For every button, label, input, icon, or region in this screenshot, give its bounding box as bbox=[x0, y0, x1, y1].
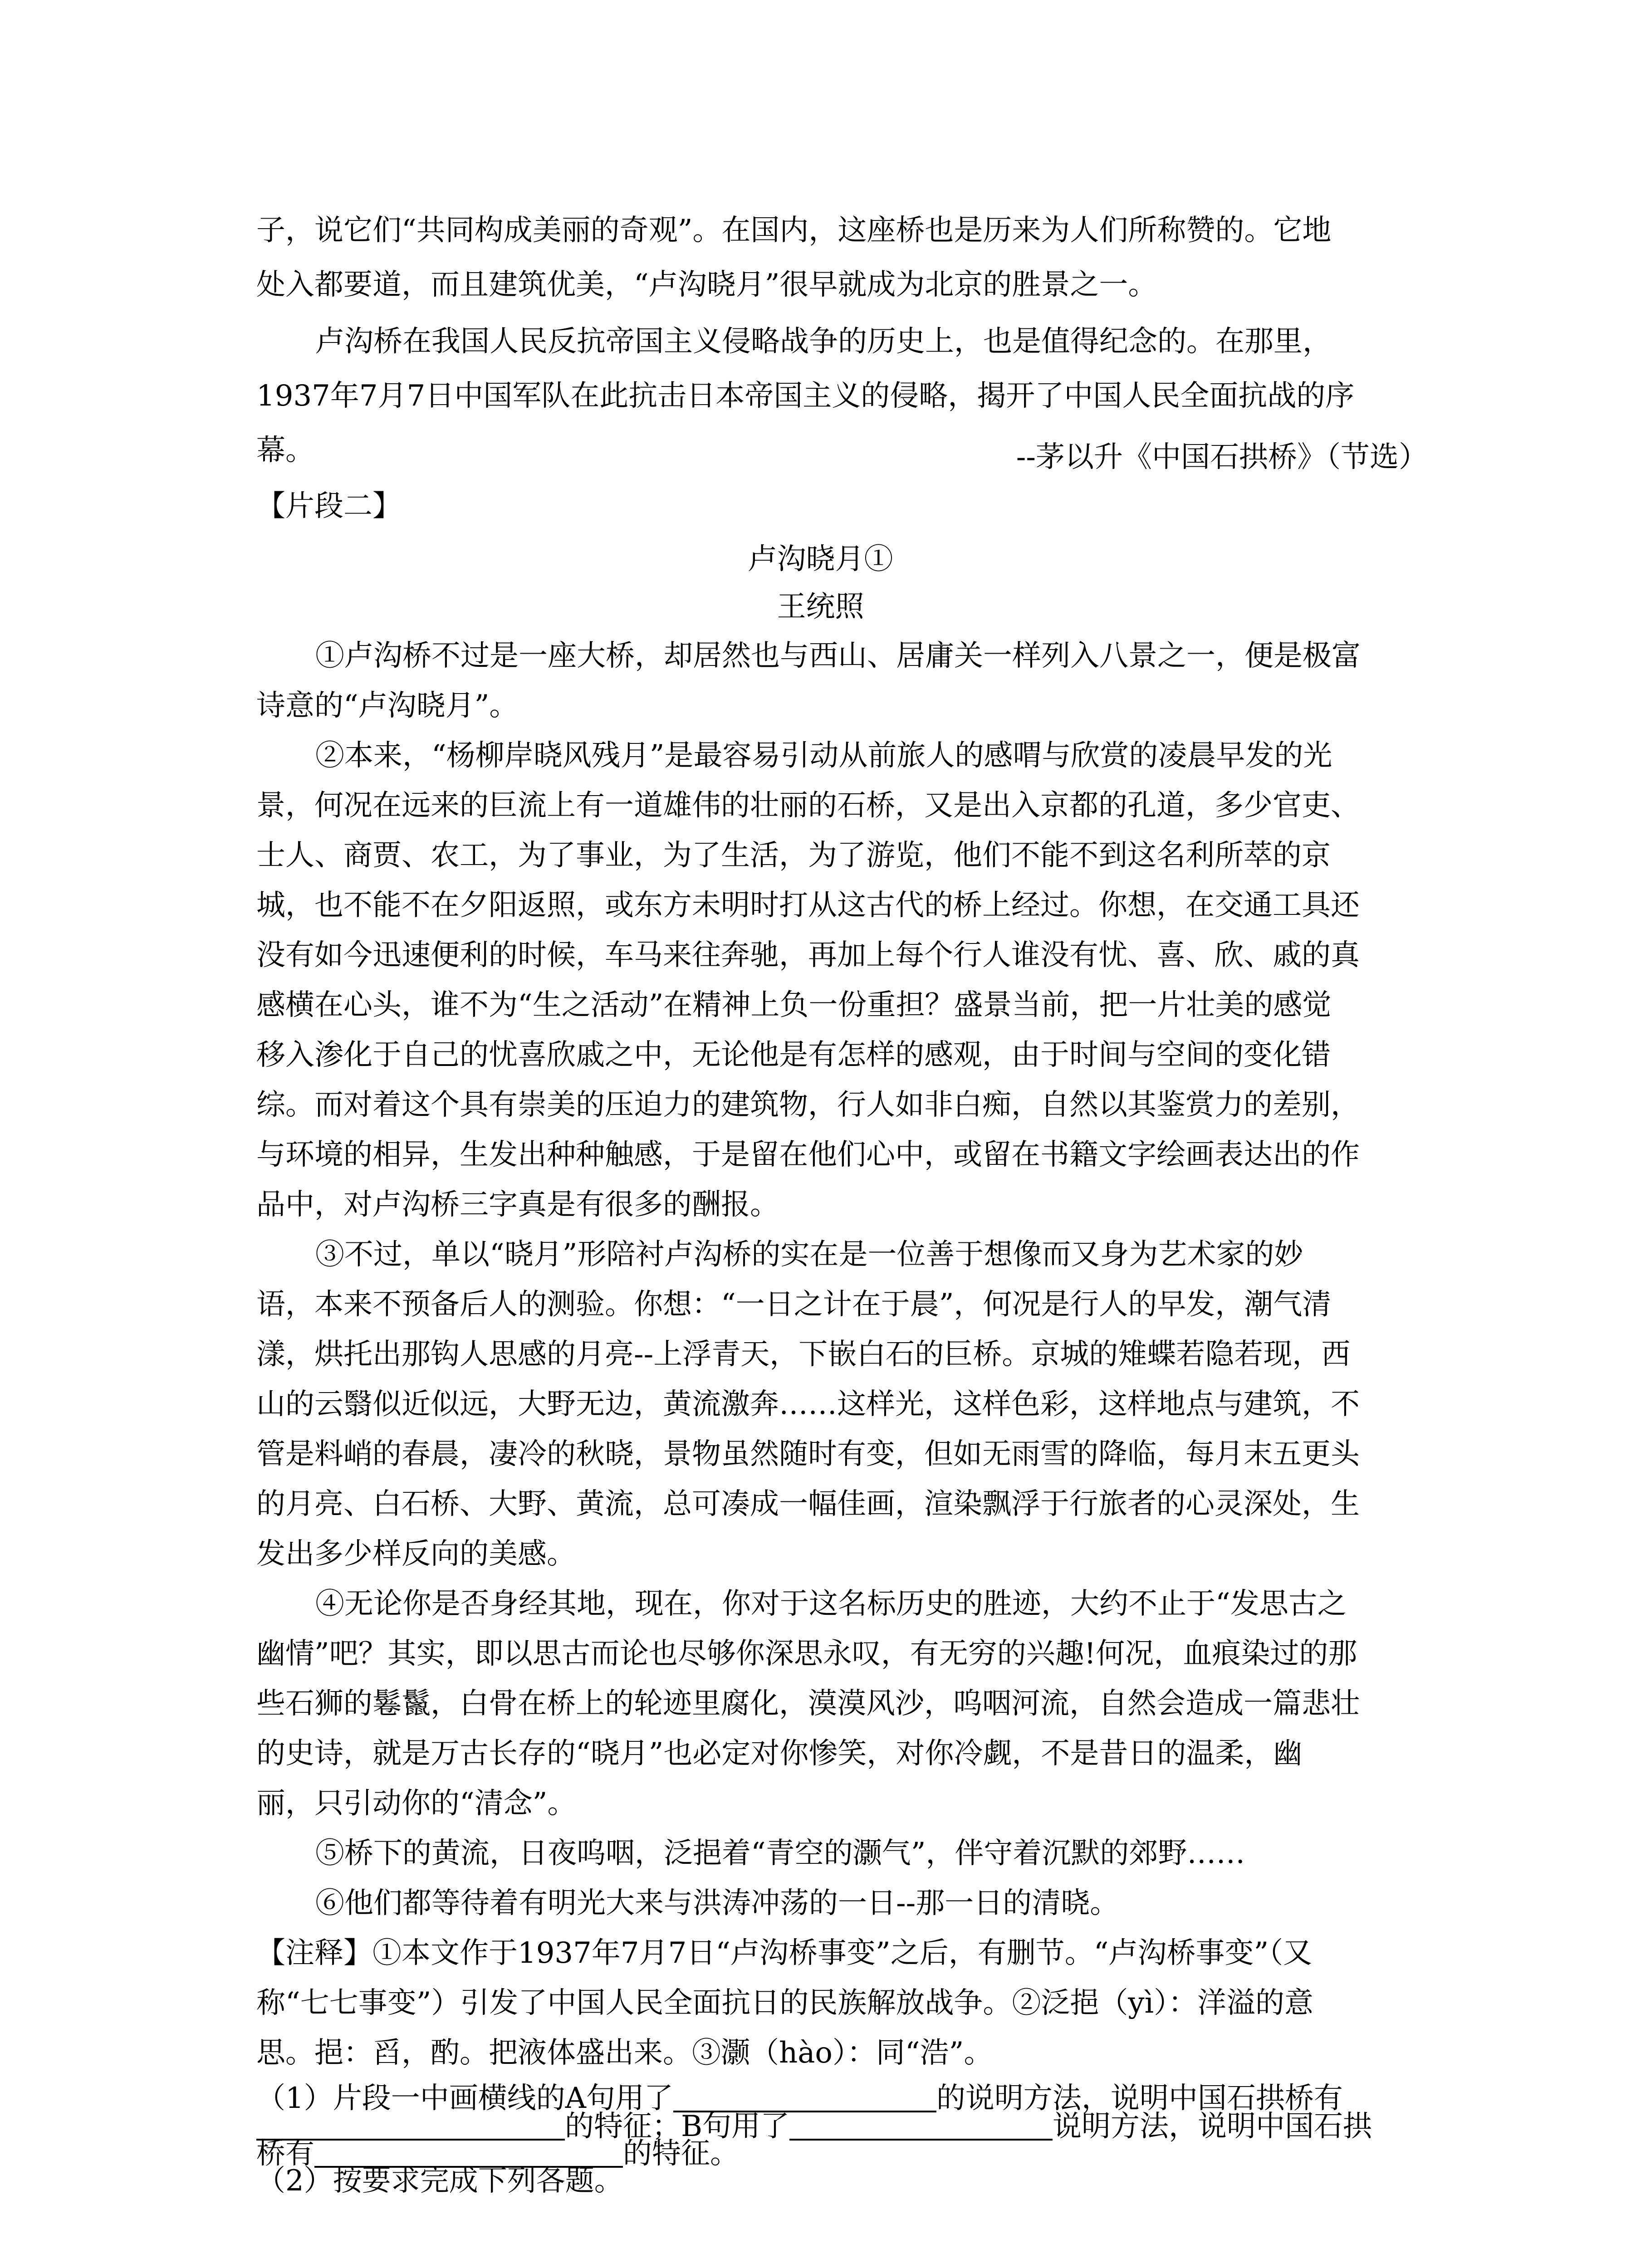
essay-line: 些石狮的鬈鬣，白骨在桥上的轮迹里腐化，漠漠风沙，呜咽河流，自然会造成一篇悲壮 bbox=[256, 1687, 1360, 1721]
question-1-text-f: 的特征。 bbox=[623, 2137, 739, 2170]
fragment1-line-5: 幕。 bbox=[256, 434, 314, 467]
essay-line: 丽，只引动你的“清念”。 bbox=[256, 1787, 577, 1820]
essay-line: 城，也不能不在夕阳返照，或东方未明时打从这古代的桥上经过。你想，在交通工具还 bbox=[256, 889, 1360, 922]
essay-line: 景，何况在远来的巨流上有一道雄伟的壮丽的石桥，又是出入京都的孔道，多少官吏、 bbox=[256, 789, 1360, 822]
essay-line: 没有如今迅速便利的时候，车马来往奔驰，再加上每个行人谁没有忧、喜、欣、戚的真 bbox=[256, 938, 1360, 972]
question-1-text-c: 的特征；B句用了 bbox=[565, 2110, 790, 2143]
essay-line: 的月亮、白石桥、大野、黄流，总可凑成一幅佳画，渲染飘浮于行旅者的心灵深处，生 bbox=[256, 1487, 1360, 1521]
essay-line: 语，本来不预备后人的测验。你想：“一日之计在于晨”，何况是行人的早发，潮气清 bbox=[256, 1288, 1332, 1321]
essay-title: 卢沟晓月① bbox=[748, 543, 893, 576]
essay-line: 漾，烘托出那钩人思感的月亮--上浮青天，下嵌白石的巨桥。京城的雉蝶若隐若现，西 bbox=[256, 1338, 1351, 1371]
question-1-text-b: 的说明方法，说明中国石拱桥有 bbox=[936, 2082, 1343, 2115]
essay-line: 幽情”吧？其实，即以思古而论也尽够你深思永叹，有无穷的兴趣!何况，血痕染过的那 bbox=[256, 1637, 1357, 1671]
answer-blank-method-b[interactable] bbox=[789, 2107, 1053, 2141]
essay-line: 移入渗化于自己的忧喜欣戚之中，无论他是有怎样的感观，由于时间与空间的变化错 bbox=[256, 1038, 1331, 1072]
essay-line: ①卢沟桥不过是一座大桥，却居然也与西山、居庸关一样列入八景之一，便是极富 bbox=[315, 639, 1361, 673]
essay-line: 综。而对着这个具有崇美的压迫力的建筑物，行人如非白痴，自然以其鉴赏力的差别， bbox=[256, 1088, 1360, 1122]
essay-line: 与环境的相异，生发出种种触感，于是留在他们心中，或留在书籍文字绘画表达出的作 bbox=[256, 1138, 1360, 1172]
question-2: （2）按要求完成下列各题。 bbox=[256, 2164, 623, 2198]
question-1-text-a: （1）片段一中画横线的A句用了 bbox=[256, 2082, 673, 2115]
essay-line: 诗意的“卢沟晓月”。 bbox=[256, 689, 519, 723]
essay-line: ⑤桥下的黄流，日夜呜咽，泛挹着“青空的灏气”，伴守着沉默的郊野…… bbox=[315, 1837, 1245, 1870]
fragment2-label: 【片段二】 bbox=[256, 489, 402, 523]
question-1-text-e: 桥有 bbox=[256, 2137, 314, 2170]
essay-line: 发出多少样反向的美感。 bbox=[256, 1537, 576, 1571]
notes-line: 思。挹：舀，酌。把液体盛出来。③灏（hào）：同“浩”。 bbox=[256, 2036, 993, 2070]
essay-line: 山的云翳似近似远，大野无边，黄流激奔……这样光，这样色彩，这样地点与建筑，不 bbox=[256, 1388, 1360, 1421]
essay-line: ⑥他们都等待着有明光大来与洪涛冲荡的一日--那一日的清晓。 bbox=[315, 1887, 1119, 1920]
notes-line: 称“七七事变”）引发了中国人民全面抗日的民族解放战争。②泛挹（yì）：洋溢的意 bbox=[256, 1986, 1314, 2020]
fragment1-line-2: 处入都要道，而且建筑优美，“卢沟晓月”很早就成为北京的胜景之一。 bbox=[256, 268, 1157, 302]
essay-line: 士人、商贾、农工，为了事业，为了生活，为了游览，他们不能不到这名利所萃的京 bbox=[256, 839, 1331, 872]
essay-line: 管是料峭的春晨，凄冷的秋晓，景物虽然随时有变，但如无雨雪的降临，每月末五更头 bbox=[256, 1437, 1360, 1471]
fragment1-attribution: --茅以升《中国石拱桥》（节选） bbox=[1016, 440, 1428, 474]
essay-line: ④无论你是否身经其地，现在，你对于这名标历史的胜迹，大约不止于“发思古之 bbox=[315, 1587, 1347, 1621]
essay-line: 品中，对卢沟桥三字真是有很多的酬报。 bbox=[256, 1188, 779, 1222]
question-1-text-d: 说明方法，说明中国石拱 bbox=[1053, 2110, 1372, 2143]
essay-line: ②本来，“杨柳岸晓风残月”是最容易引动从前旅人的感喟与欣赏的凌晨早发的光 bbox=[315, 739, 1332, 772]
essay-line: 的史诗，就是万古长存的“晓月”也必定对你惨笑，对你冷觑，不是昔日的温柔，幽 bbox=[256, 1737, 1303, 1770]
essay-author: 王统照 bbox=[777, 590, 864, 624]
fragment1-line-3: 卢沟桥在我国人民反抗帝国主义侵略战争的历史上，也是值得纪念的。在那里， bbox=[315, 325, 1332, 358]
fragment1-line-1: 子，说它们“共同构成美丽的奇观”。在国内，这座桥也是历来为人们所称赞的。它地 bbox=[256, 214, 1332, 247]
essay-line: 感横在心头，谁不为“生之活动”在精神上负一份重担？盛景当前，把一片壮美的感觉 bbox=[256, 988, 1332, 1022]
essay-line: ③不过，单以“晓月”形陪衬卢沟桥的实在是一位善于想像而又身为艺术家的妙 bbox=[315, 1238, 1303, 1271]
fragment1-line-4: 1937年7月7日中国军队在此抗击日本帝国主义的侵略，揭开了中国人民全面抗战的序 bbox=[256, 379, 1355, 413]
notes-line: 【注释】①本文作于1937年7月7日“卢沟桥事变”之后，有删节。“卢沟桥事变”（又 bbox=[256, 1936, 1313, 1970]
